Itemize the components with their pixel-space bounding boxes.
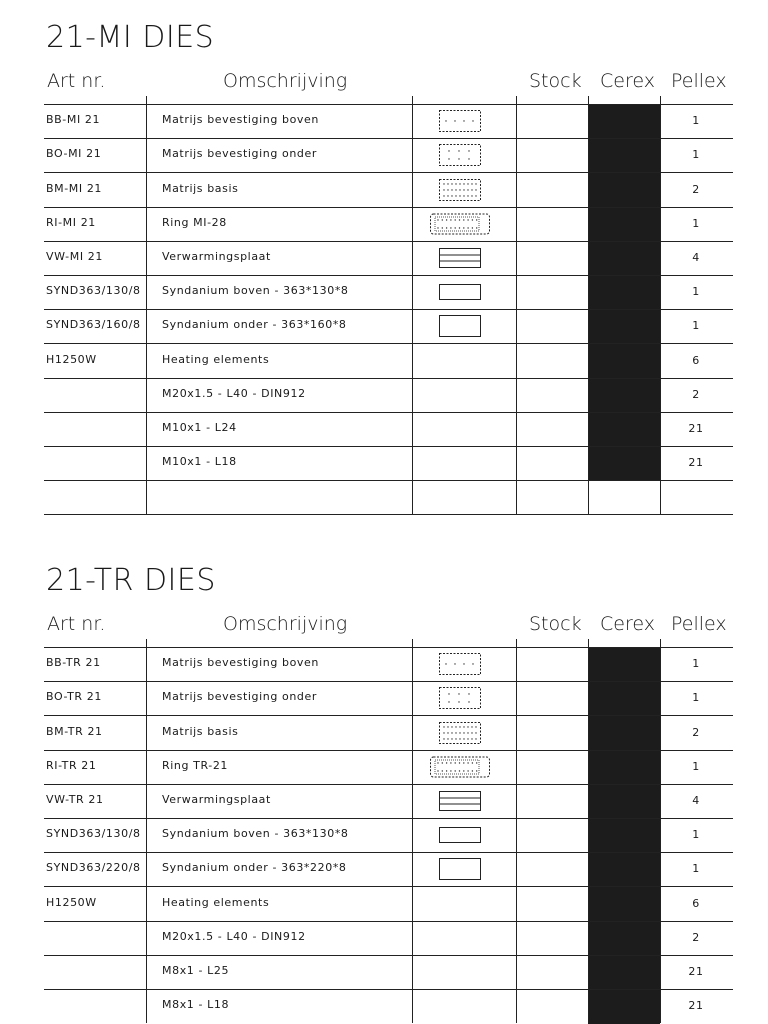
cerex-column-fill	[588, 105, 660, 481]
description: M8x1 - L18	[162, 998, 230, 1012]
die-base-icon	[439, 722, 481, 748]
row-divider	[44, 138, 733, 139]
row-divider	[44, 446, 733, 447]
row-divider	[44, 852, 733, 853]
die-plate-top-icon	[439, 653, 481, 679]
article-number: BM-TR 21	[46, 724, 103, 738]
syndanium-thin-icon	[439, 284, 481, 304]
article-number: SYND363/160/8	[46, 318, 141, 332]
pellex-quantity: 1	[692, 114, 700, 128]
column-header-cerex: Cerex	[600, 613, 655, 635]
pellex-quantity: 21	[688, 456, 704, 470]
article-number: BB-TR 21	[46, 656, 101, 670]
row-divider	[44, 715, 733, 716]
row-divider	[44, 241, 733, 242]
column-header-stock: Stock	[529, 613, 582, 635]
column-header-stock: Stock	[529, 70, 582, 92]
die-plate-bottom-icon	[439, 144, 481, 170]
pellex-quantity: 2	[692, 930, 700, 944]
die-base-icon	[439, 179, 481, 205]
pellex-quantity: 1	[692, 759, 700, 773]
article-number: BB-MI 21	[46, 113, 101, 127]
row-divider	[44, 104, 733, 105]
pellex-quantity: 2	[692, 725, 700, 739]
syndanium-thick-icon	[439, 315, 481, 341]
section-title: 21-MI DIES	[46, 20, 215, 55]
row-divider	[44, 750, 733, 751]
description: Matrijs basis	[162, 181, 239, 195]
article-number: BM-MI 21	[46, 181, 103, 195]
description: Syndanium onder - 363*160*8	[162, 318, 347, 332]
description: Matrijs bevestiging onder	[162, 690, 317, 704]
pellex-quantity: 1	[692, 828, 700, 842]
article-number: RI-MI 21	[46, 215, 96, 229]
pellex-quantity: 1	[692, 691, 700, 705]
row-divider	[44, 989, 733, 990]
row-divider	[44, 378, 733, 379]
column-divider	[588, 96, 589, 514]
description: Heating elements	[162, 352, 270, 366]
pellex-quantity: 21	[688, 421, 704, 435]
article-number: BO-MI 21	[46, 147, 102, 161]
description: M20x1.5 - L40 - DIN912	[162, 386, 306, 400]
description: Syndanium boven - 363*130*8	[162, 284, 349, 298]
description: Verwarmingsplaat	[162, 792, 271, 806]
row-divider	[44, 207, 733, 208]
description: Syndanium onder - 363*220*8	[162, 861, 347, 875]
article-number: BO-TR 21	[46, 690, 102, 704]
row-divider	[44, 309, 733, 310]
description: M8x1 - L25	[162, 963, 230, 977]
row-divider	[44, 412, 733, 413]
description: Ring TR-21	[162, 758, 229, 772]
cerex-column-fill	[588, 648, 660, 1024]
section-title: 21-TR DIES	[46, 563, 216, 598]
description: Ring MI-28	[162, 215, 227, 229]
description: Matrijs basis	[162, 724, 239, 738]
description: Matrijs bevestiging boven	[162, 656, 319, 670]
ring-icon	[430, 213, 490, 239]
pellex-quantity: 2	[692, 182, 700, 196]
row-divider	[44, 172, 733, 173]
column-header-pellex: Pellex	[671, 613, 727, 635]
pellex-quantity: 2	[692, 387, 700, 401]
column-header-cerex: Cerex	[600, 70, 655, 92]
row-divider	[44, 955, 733, 956]
pellex-quantity: 1	[692, 216, 700, 230]
description: Matrijs bevestiging boven	[162, 113, 319, 127]
pellex-quantity: 4	[692, 250, 700, 264]
row-divider	[44, 647, 733, 648]
pellex-quantity: 6	[692, 896, 700, 910]
article-number: VW-TR 21	[46, 792, 104, 806]
die-plate-bottom-icon	[439, 687, 481, 713]
column-header-desc: Omschrijving	[223, 70, 348, 92]
die-plate-top-icon	[439, 110, 481, 136]
article-number: RI-TR 21	[46, 758, 97, 772]
pellex-quantity: 4	[692, 793, 700, 807]
column-header-pellex: Pellex	[671, 70, 727, 92]
column-divider	[588, 639, 589, 1023]
syndanium-thick-icon	[439, 858, 481, 884]
row-divider	[44, 921, 733, 922]
pellex-quantity: 1	[692, 862, 700, 876]
pellex-quantity: 21	[688, 999, 704, 1013]
description: M10x1 - L18	[162, 455, 237, 469]
column-divider	[516, 639, 517, 1023]
column-header-desc: Omschrijving	[223, 613, 348, 635]
heating-plate-icon	[439, 248, 481, 272]
column-divider	[146, 639, 147, 1023]
row-divider	[44, 275, 733, 276]
description: Matrijs bevestiging onder	[162, 147, 317, 161]
column-divider	[516, 96, 517, 514]
pellex-quantity: 21	[688, 964, 704, 978]
ring-icon	[430, 756, 490, 782]
syndanium-thin-icon	[439, 827, 481, 847]
article-number: SYND363/220/8	[46, 861, 141, 875]
row-divider	[44, 343, 733, 344]
pellex-quantity: 1	[692, 285, 700, 299]
pellex-quantity: 1	[692, 319, 700, 333]
column-divider	[412, 639, 413, 1023]
column-header-art: Art nr.	[47, 70, 106, 92]
description: M20x1.5 - L40 - DIN912	[162, 929, 306, 943]
row-divider	[44, 886, 733, 887]
column-divider	[146, 96, 147, 514]
description: Syndanium boven - 363*130*8	[162, 827, 349, 841]
row-divider	[44, 514, 733, 515]
column-header-art: Art nr.	[47, 613, 106, 635]
column-divider	[412, 96, 413, 514]
article-number: SYND363/130/8	[46, 827, 141, 841]
heating-plate-icon	[439, 791, 481, 815]
pellex-quantity: 1	[692, 148, 700, 162]
article-number: H1250W	[46, 352, 97, 366]
article-number: SYND363/130/8	[46, 284, 141, 298]
pellex-quantity: 6	[692, 353, 700, 367]
row-divider	[44, 784, 733, 785]
article-number: VW-MI 21	[46, 249, 103, 263]
description: M10x1 - L24	[162, 420, 237, 434]
row-divider	[44, 480, 733, 481]
row-divider	[44, 818, 733, 819]
row-divider	[44, 681, 733, 682]
description: Verwarmingsplaat	[162, 249, 271, 263]
description: Heating elements	[162, 895, 270, 909]
pellex-quantity: 1	[692, 657, 700, 671]
article-number: H1250W	[46, 895, 97, 909]
